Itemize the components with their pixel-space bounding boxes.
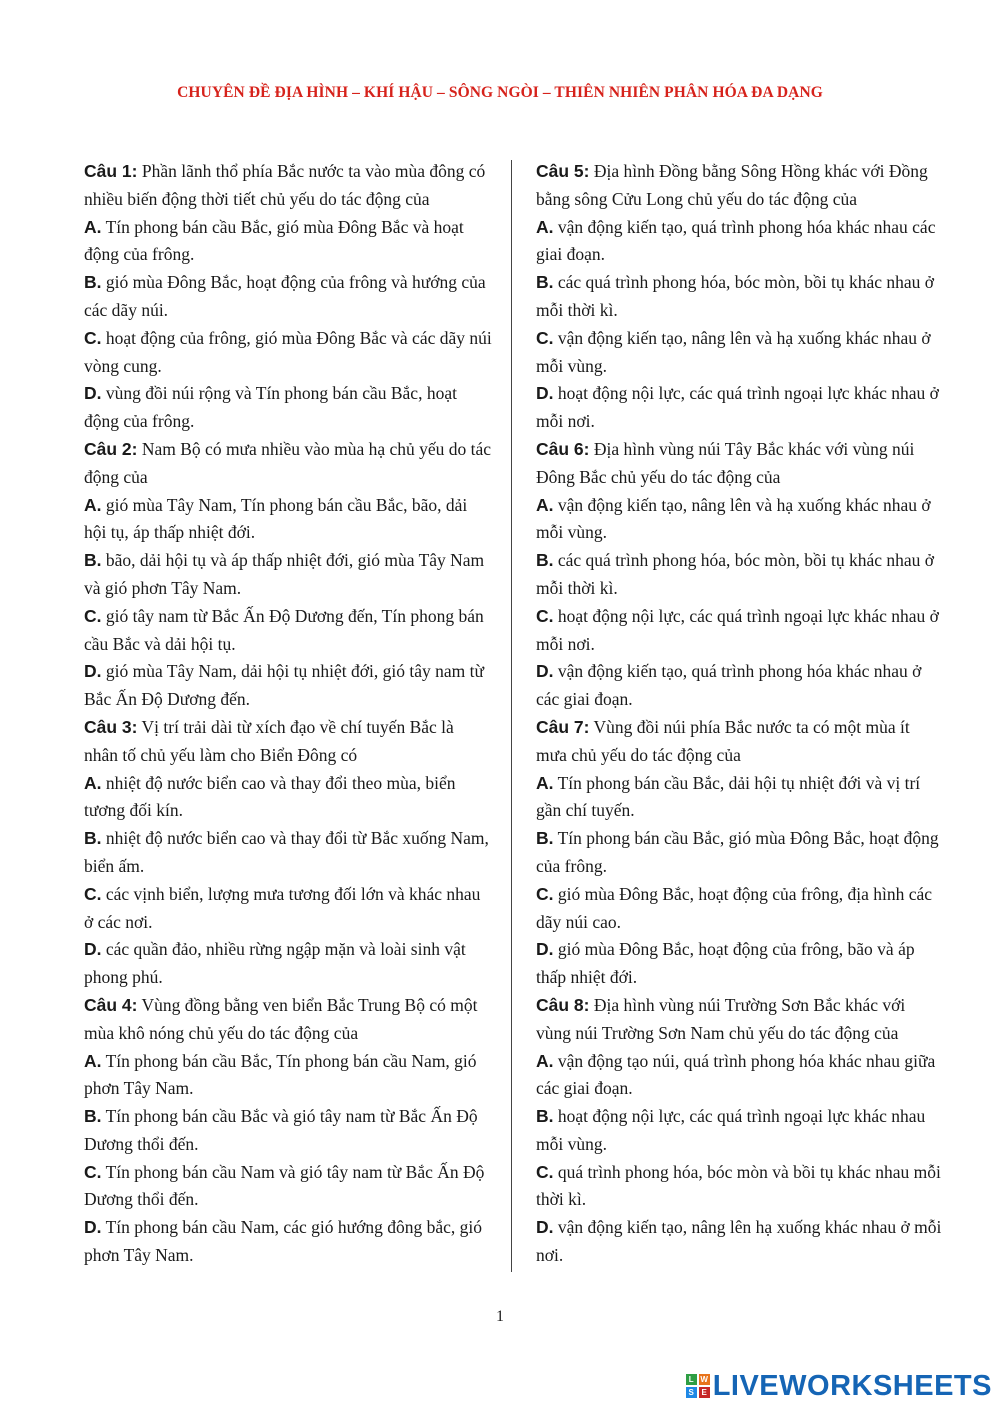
question-text: Địa hình Đồng bằng Sông Hồng khác với Đồng bằng sông Cửu Long chủ yếu do tác động của [536,161,928,209]
answer-option [84,380,492,436]
option-text: quá trình phong hóa, bóc mòn và bồi tụ khác nhau mỗi thời kì. [536,1161,941,1210]
option-label: D. [84,1217,102,1238]
questions-column-left [84,158,492,1270]
option-text: vận động kiến tạo, quá trình phong hóa khác nhau các giai đoạn. [536,216,936,265]
page-number: 1 [496,1308,504,1325]
option-label: B. [84,550,102,571]
answer-option [536,1159,944,1215]
option-text: vận động tạo núi, quá trình phong hóa khác nhau giữa các giai đoạn. [536,1050,936,1099]
option-label: C. [84,605,102,626]
answer-option [84,547,492,603]
option-text: gió tây nam từ Bắc Ấn Độ Dương đến, Tín phong bán cầu Bắc và dải hội tụ. [84,605,484,654]
question-stem [536,992,944,1048]
answer-option [536,492,944,548]
option-text: Tín phong bán cầu Nam, các gió hướng đông bắc, gió phơn Tây Nam. [84,1217,482,1266]
question-block [536,158,944,436]
question-number: Câu 2: [84,438,138,459]
option-label: A. [84,1050,102,1071]
question-stem [84,158,492,214]
answer-option [536,547,944,603]
option-label: A. [536,1050,554,1071]
answer-option [84,936,492,992]
answer-option [536,936,944,992]
answer-option [536,214,944,270]
question-stem [536,714,944,770]
liveworksheets-grid-icon [686,1374,710,1398]
answer-option [536,269,944,325]
option-text: gió mùa Đông Bắc, hoạt động của frông và hướng của các dãy núi. [84,272,486,320]
answer-option [84,325,492,381]
answer-option [536,1048,944,1104]
question-stem [84,436,492,492]
answer-option [536,603,944,659]
answer-option [84,658,492,714]
option-label: B. [84,1106,102,1127]
answer-option [536,1103,944,1159]
question-block [84,992,492,1270]
question-stem [536,436,944,492]
option-label: B. [536,550,554,571]
option-label: A. [84,216,102,237]
option-text: bão, dải hội tụ và áp thấp nhiệt đới, gió mùa Tây Nam và gió phơn Tây Nam. [84,550,485,598]
option-label: B. [536,828,554,849]
option-label: C. [536,883,554,904]
option-text: vùng đồi núi rộng và Tín phong bán cầu Bắc, hoạt động của frông. [84,383,457,432]
logo-tile: E [699,1387,710,1398]
question-block [536,714,944,992]
answer-option [84,1214,492,1270]
option-text: vận động kiến tạo, nâng lên và hạ xuống khác nhau ở mỗi vùng. [536,494,931,543]
option-text: các quần đảo, nhiều rừng ngập mặn và loài sinh vật phong phú. [84,939,466,988]
option-label: A. [84,494,102,515]
answer-option [84,1048,492,1104]
brand-name: LIVEWORKSHEETS [712,1370,992,1402]
option-text: vận động kiến tạo, quá trình phong hóa khác nhau ở các giai đoạn. [536,661,922,710]
option-label: A. [536,216,554,237]
option-text: các vịnh biển, lượng mưa tương đối lớn và khác nhau ở các nơi. [84,883,481,932]
option-label: D. [536,1217,554,1238]
option-text: nhiệt độ nước biển cao và thay đổi theo mùa, biển tương đối kín. [84,772,456,821]
option-text: hoạt động nội lực, các quá trình ngoại lực khác nhau mỗi vùng. [536,1106,926,1154]
question-stem [84,992,492,1048]
answer-option [84,269,492,325]
answer-option [84,1103,492,1159]
column-divider [511,160,512,1272]
logo-tile: L [686,1374,697,1385]
option-label: D. [536,939,554,960]
option-label: D. [84,939,102,960]
option-label: A. [536,494,554,515]
option-text: gió mùa Đông Bắc, hoạt động của frông, bão và áp thấp nhiệt đới. [536,939,915,988]
answer-option [536,1214,944,1270]
answer-option [536,825,944,881]
logo-tile: S [686,1387,697,1398]
option-label: A. [84,772,102,793]
answer-option [84,825,492,881]
option-text: Tín phong bán cầu Bắc, gió mùa Đông Bắc và hoạt động của frông. [84,216,464,265]
option-label: B. [536,1106,554,1127]
question-text: Nam Bộ có mưa nhiều vào mùa hạ chủ yếu do tác động của [84,438,492,487]
option-text: vận động kiến tạo, nâng lên hạ xuống khác nhau ở mỗi nơi. [536,1217,942,1266]
question-text: Địa hình vùng núi Tây Bắc khác với vùng núi Đông Bắc chủ yếu do tác động của [536,438,915,487]
answer-option [536,881,944,937]
option-label: C. [84,883,102,904]
question-number: Câu 8: [536,994,590,1015]
question-stem [84,714,492,770]
option-text: các quá trình phong hóa, bóc mòn, bồi tụ khác nhau ở mỗi thời kì. [536,272,935,320]
option-text: gió mùa Đông Bắc, hoạt động của frông, địa hình các dãy núi cao. [536,883,933,932]
question-text: Vùng đồi núi phía Bắc nước ta có một mùa ít mưa chủ yếu do tác động của [536,716,910,765]
question-stem [536,158,944,214]
option-text: gió mùa Tây Nam, dải hội tụ nhiệt đới, gió tây nam từ Bắc Ấn Độ Dương đến. [84,661,484,710]
option-text: hoạt động của frông, gió mùa Đông Bắc và các dãy núi vòng cung. [84,327,492,376]
option-label: C. [84,1161,102,1182]
answer-option [536,380,944,436]
option-label: A. [536,772,554,793]
page-title: CHUYÊN ĐỀ ĐỊA HÌNH – KHÍ HẬU – SÔNG NGÒI – THIÊN NHIÊN PHÂN HÓA ĐA DẠNG [177,84,823,101]
question-block [84,436,492,714]
answer-option [536,770,944,826]
option-text: nhiệt độ nước biển cao và thay đổi từ Bắc xuống Nam, biển ấm. [84,828,489,876]
answer-option [84,1159,492,1215]
option-label: C. [536,327,554,348]
question-block [536,992,944,1270]
option-text: Tín phong bán cầu Bắc, gió mùa Đông Bắc, hoạt động của frông. [536,828,939,876]
option-text: gió mùa Tây Nam, Tín phong bán cầu Bắc, bão, dải hội tụ, áp thấp nhiệt đới. [84,494,468,543]
question-block [536,436,944,714]
option-text: các quá trình phong hóa, bóc mòn, bồi tụ khác nhau ở mỗi thời kì. [536,550,935,598]
question-number: Câu 4: [84,994,138,1015]
option-label: B. [84,828,102,849]
question-number: Câu 6: [536,438,590,459]
option-text: Tín phong bán cầu Bắc, dải hội tụ nhiệt đới và vị trí gần chí tuyến. [536,772,921,821]
answer-option [84,603,492,659]
answer-option [84,770,492,826]
option-label: D. [536,661,554,682]
option-label: B. [536,272,554,293]
option-label: D. [536,383,554,404]
option-text: hoạt động nội lực, các quá trình ngoại lực khác nhau ở mỗi nơi. [536,605,939,654]
logo-tile: W [700,1375,708,1384]
answer-option [84,881,492,937]
question-number: Câu 1: [84,161,138,181]
questions-column-right [536,158,944,1270]
option-text: Tín phong bán cầu Nam và gió tây nam từ Bắc Ấn Độ Dương thổi đến. [84,1161,485,1210]
option-label: C. [84,327,102,348]
question-text: Phần lãnh thổ phía Bắc nước ta vào mùa đông có nhiều biến động thời tiết chủ yếu do tác động của [84,161,486,209]
option-label: B. [84,272,102,293]
option-text: Tín phong bán cầu Bắc, Tín phong bán cầu Nam, gió phơn Tây Nam. [84,1050,477,1099]
option-text: Tín phong bán cầu Bắc và gió tây nam từ Bắc Ấn Độ Dương thổi đến. [84,1106,478,1154]
question-block [84,714,492,992]
option-label: D. [84,383,102,404]
question-number: Câu 3: [84,716,138,737]
question-number: Câu 5: [536,161,590,181]
option-label: C. [536,605,554,626]
liveworksheets-logo [686,1371,992,1401]
answer-option [536,325,944,381]
question-text: Địa hình vùng núi Trường Sơn Bắc khác với vùng núi Trường Sơn Nam chủ yếu do tác động của [536,994,906,1043]
answer-option [84,492,492,548]
question-text: Vùng đồng bằng ven biển Bắc Trung Bộ có một mùa khô nóng chủ yếu do tác động của [84,994,478,1043]
option-text: vận động kiến tạo, nâng lên và hạ xuống khác nhau ở mỗi vùng. [536,327,931,376]
answer-option [84,214,492,270]
question-number: Câu 7: [536,716,590,737]
question-text: Vị trí trải dài từ xích đạo về chí tuyến Bắc là nhân tố chủ yếu làm cho Biển Đông có [84,716,454,765]
question-block [84,158,492,436]
option-label: C. [536,1161,554,1182]
option-text: hoạt động nội lực, các quá trình ngoại lực khác nhau ở mỗi nơi. [536,383,939,432]
option-label: D. [84,661,102,682]
answer-option [536,658,944,714]
